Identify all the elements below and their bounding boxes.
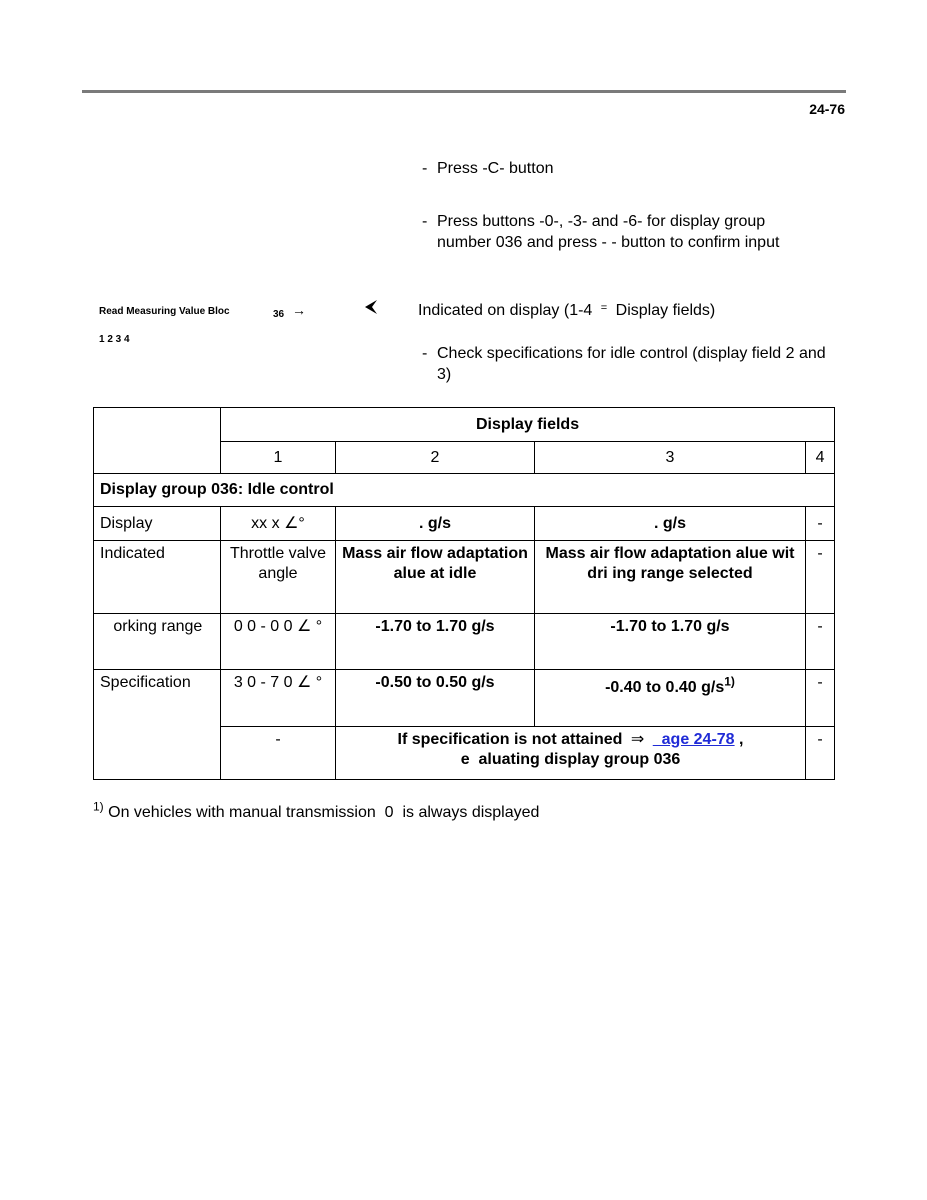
- page-link[interactable]: age 24-78: [652, 731, 735, 748]
- spec-table: [93, 407, 835, 780]
- indicated-line: Indicated on display (1-4 = Display fields): [418, 302, 716, 319]
- hand-pointer-icon: [362, 298, 380, 316]
- cell-working-2: -1.70 to 1.70 g/s: [336, 614, 535, 670]
- cell-spec-1: 3 0 - 7 0 ∠ °: [221, 670, 336, 727]
- cell-display-2: . g/s: [336, 507, 535, 541]
- cell-spec-2: -0.50 to 0.50 g/s: [336, 670, 535, 727]
- display-title: Read Measuring Value Bloc: [99, 306, 230, 317]
- step-press-c: - Press -C- button: [422, 160, 554, 177]
- table-row: [94, 670, 835, 727]
- row-label-indicated: Indicated: [94, 541, 221, 614]
- arrow-right-icon: →: [292, 302, 306, 318]
- column-header-2: 2: [336, 442, 535, 474]
- display-group: 36: [273, 309, 285, 320]
- table-row: [94, 614, 835, 670]
- table-row: [94, 541, 835, 614]
- cell-notattained-1: -: [221, 727, 336, 780]
- table-row: [94, 408, 835, 442]
- cell-spec-3: -0.40 to 0.40 $g/s^{1)}$: [535, 670, 806, 727]
- table-cell-empty: [94, 408, 221, 474]
- row-label-display: Display: [94, 507, 221, 541]
- column-header-1: 1: [221, 442, 336, 474]
- row-label-working: orking range: [94, 614, 221, 670]
- double-arrow-icon: ⇒: [630, 731, 645, 748]
- table-row: [94, 474, 835, 507]
- column-header-4: 4: [806, 442, 835, 474]
- cell-notattained-4: -: [806, 727, 835, 780]
- cell-notattained-text: If specification is not attained ⇒ age 24-78 , e aluating display group 036: [336, 727, 806, 780]
- cell-working-4: -: [806, 614, 835, 670]
- cell-spec-4: -: [806, 670, 835, 727]
- cell-indicated-2: Mass air flow adaptation alue at idle: [336, 541, 535, 614]
- step-press-buttons: - Press buttons -0-, -3- and -6- for display group number 036 and press - - button to confirm input: [422, 213, 780, 251]
- cell-working-3: -1.70 to 1.70 g/s: [535, 614, 806, 670]
- column-header-3: 3: [535, 442, 806, 474]
- group-title: Display group 036: Idle control: [94, 474, 835, 507]
- cell-indicated-4: -: [806, 541, 835, 614]
- cell-display-1: xx x ∠°: [221, 507, 336, 541]
- footnote: $^{1)}$ On vehicles with manual transmission 0 is always displayed: [93, 799, 540, 821]
- cell-indicated-3: Mass air flow adaptation alue wit dri ing range selected: [535, 541, 806, 614]
- display-fields-header: Display fields: [221, 408, 835, 442]
- page-number: 24-76: [809, 101, 845, 117]
- row-label-spec: Specification: [94, 670, 221, 780]
- cell-indicated-1: Throttle valve angle: [221, 541, 336, 614]
- cell-display-3: . g/s: [535, 507, 806, 541]
- cell-display-4: -: [806, 507, 835, 541]
- step-check-spec: - Check specifications for idle control (display field 2 and 3): [422, 345, 826, 383]
- table-row: [94, 507, 835, 541]
- cell-working-1: 0 0 - 0 0 ∠ °: [221, 614, 336, 670]
- display-fields-row: 1 2 3 4: [99, 334, 130, 345]
- header-rule: [82, 90, 846, 93]
